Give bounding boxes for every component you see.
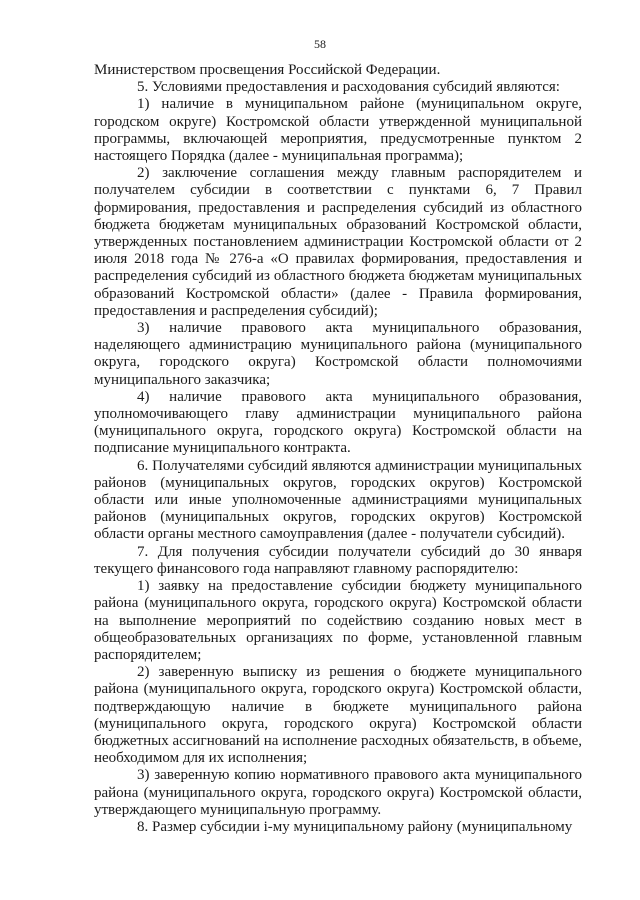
paragraph: 6. Получателями субсидий являются администрации муниципальных районов (муниципальных округов, городских округов) Костромской области или иные уполномоченные администрациями муниципальных районов (муниципальных округов, городских округов) Костромской области органы местного самоуправления (далее - получатели субсидий).: [94, 457, 582, 543]
document-body: [94, 62, 582, 836]
page-number: 58: [314, 37, 326, 51]
paragraph: 3) заверенную копию нормативного правового акта муниципального района (муниципального округа, городского округа) Костромской области, утверждающего муниципальную программу.: [94, 767, 582, 818]
paragraph: 2) заверенную выписку из решения о бюджете муниципального района (муниципального округа, городского округа) Костромской области, подтверждающую наличие в бюджете муниципального района (муниципального округа, городского округа) Костромской области бюджетных ассигнований на исполнение расходных обязательств, в объеме, необходимом для их исполнения;: [94, 664, 582, 767]
paragraph: 5. Условиями предоставления и расходования субсидий являются:: [137, 79, 560, 96]
paragraph: 7. Для получения субсидии получатели субсидий до 30 января текущего финансового года направляют главному распорядителю:: [94, 543, 582, 577]
paragraph: 2) заключение соглашения между главным распорядителем и получателем субсидии в соответствии с пунктами 6, 7 Правил формирования, предоставления и распределения субсидий из областного бюджета бюджетам муниципальных образований Костромской области, утвержденных постановлением администрации Костромской области от 2 июля 2018 года № 276-а «О правилах формирования, предоставления и распределения субсидий из областного бюджета бюджетам муниципальных образований Костромской области» (далее - Правила формирования, предоставления и распределения субсидий);: [94, 165, 582, 319]
paragraph: 1) заявку на предоставление субсидии бюджету муниципального района (муниципального округа, городского округа) Костромской области на выполнение мероприятий по содействию созданию новых мест в общеобразовательных организациях по форме, установленной главным распорядителем;: [94, 578, 582, 663]
paragraph: 3) наличие правового акта муниципального образования, наделяющего администрацию муниципального района (муниципального округа, городского округа) Костромской области полномочиями муниципального заказчика;: [94, 320, 582, 388]
paragraph: Министерством просвещения Российской Федерации.: [94, 62, 441, 78]
paragraph: 4) наличие правового акта муниципального образования, уполномочивающего главу администрации муниципального района (муниципального округа, городского округа) Костромской области на подписание муниципального контракта.: [94, 388, 582, 457]
paragraph: 8. Размер субсидии i-му муниципальному району (муниципальному: [137, 818, 573, 835]
paragraph: 1) наличие в муниципальном районе (муниципальном округе, городском округе) Костромской области утвержденной муниципальной программы, включающей мероприятия, предусмотренные пунктом 2 настоящего Порядка (далее - муниципальная программа);: [94, 96, 582, 165]
